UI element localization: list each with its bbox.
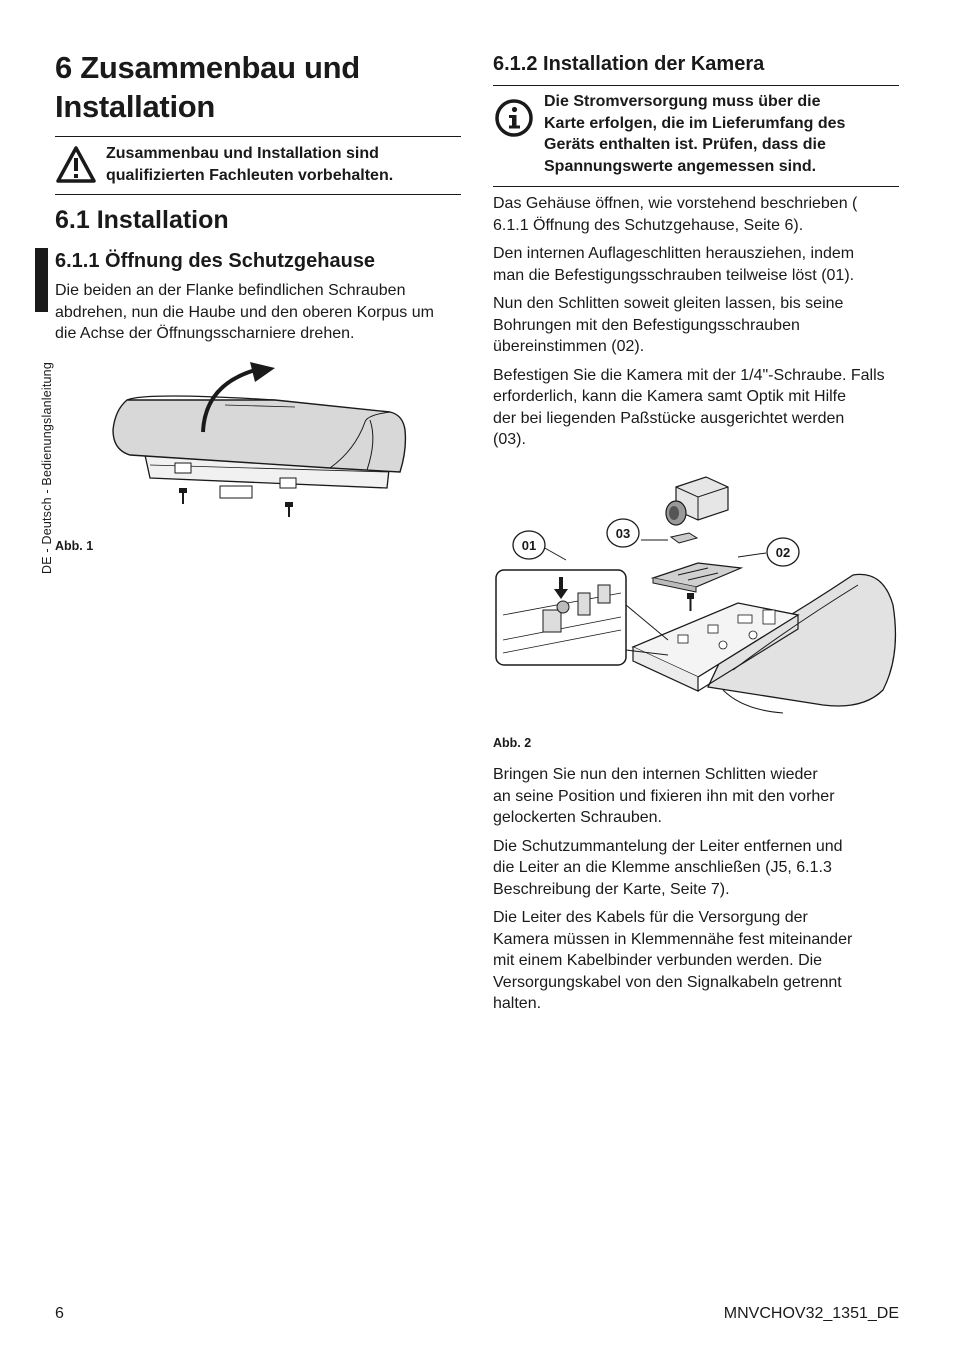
text-line: abdrehen, nun die Haube und den oberen Korpus um: [55, 303, 434, 321]
info-note-text: [544, 91, 845, 177]
text-line: der bei liegenden Paßstücke ausgerichtet werden: [493, 409, 845, 427]
text-line: Versorgungskabel von den Signalkabeln getrennt: [493, 973, 842, 991]
side-label: DE - Deutsch - Bedienungslanleitung: [40, 362, 54, 574]
warning-text: [106, 143, 393, 186]
paragraph: [493, 293, 903, 358]
text-line: Bohrungen mit den Befestigungsschrauben: [493, 316, 800, 334]
text-line: Das Gehäuse öffnen, wie vorstehend beschrieben (: [493, 195, 858, 212]
paragraph: [493, 764, 903, 829]
paragraph: [493, 193, 903, 236]
info-line: Geräts enthalten ist. Prüfen, dass die: [544, 136, 826, 153]
section-6-1-2-text-after: [493, 764, 903, 1022]
callout-01: 01: [521, 538, 537, 553]
text-line: mit einem Kabelbinder verbunden werden. Die: [493, 952, 823, 969]
warning-triangle-icon: [55, 145, 97, 190]
text-line: Bringen Sie nun den internen Schlitten wieder: [493, 766, 818, 783]
callout-02: 02: [775, 545, 791, 560]
document-code: MNVCHOV32_1351_DE: [723, 1305, 899, 1322]
text-line: übereinstimmen (02).: [493, 338, 645, 355]
paragraph: [493, 836, 903, 901]
figure-camera-installation: [493, 465, 903, 735]
text-line: Kamera müssen in Klemmennähe fest miteinander: [493, 930, 853, 948]
figure-caption: Abb. 2: [493, 736, 532, 750]
divider: [55, 136, 461, 137]
paragraph: [493, 365, 903, 451]
callout-03: 03: [615, 526, 631, 541]
subsection-heading: 6.1.2 Installation der Kamera: [493, 53, 765, 75]
paragraph: [493, 907, 903, 1015]
section-6-1-2-text: [493, 193, 903, 458]
text-line: die Leiter an die Klemme anschließen (J5, 6.1.3: [493, 859, 832, 876]
figure-caption: Abb. 1: [55, 539, 94, 553]
info-line: Die Stromversorgung muss über die: [544, 93, 821, 110]
chapter-title-line: 6 Zusammenbau und: [55, 50, 360, 85]
info-line: Karte erfolgen, die im Lieferumfang des: [544, 114, 846, 132]
figure-housing-opening: [105, 360, 415, 525]
text-line: man die Befestigungsschrauben teilweise löst (01).: [493, 266, 855, 284]
text-line: Den internen Auflageschlitten herausziehen, indem: [493, 245, 855, 262]
text-line: Nun den Schlitten soweit gleiten lassen, bis seine: [493, 295, 844, 312]
text-line: gelockerten Schrauben.: [493, 809, 662, 826]
text-line: Beschreibung der Karte, Seite 7).: [493, 880, 730, 898]
subsection-heading: 6.1.1 Öffnung des Schutzgehause: [55, 250, 376, 272]
text-line: halten.: [493, 995, 542, 1012]
text-line: Die Schutzummantelung der Leiter entfernen und: [493, 837, 843, 855]
chapter-title: [55, 48, 360, 126]
text-line: Die beiden an der Flanke befindlichen Schrauben: [55, 282, 406, 299]
warning-line: Zusammenbau und Installation sind: [106, 145, 379, 162]
side-tab-marker: [35, 248, 48, 312]
divider: [493, 186, 899, 187]
divider: [493, 85, 899, 86]
info-line: Spannungswerte angemessen sind.: [544, 157, 817, 175]
info-icon: [494, 98, 534, 143]
text-line: die Achse der Öffnungsscharniere drehen.: [55, 325, 355, 342]
text-line: Die Leiter des Kabels für die Versorgung der: [493, 909, 808, 926]
section-heading: 6.1 Installation: [55, 206, 229, 234]
text-line: 6.1.1 Öffnung des Schutzgehause, Seite 6).: [493, 216, 804, 234]
section-6-1-1-text: [55, 280, 465, 345]
chapter-title-line: Installation: [55, 89, 216, 124]
text-line: Befestigen Sie die Kamera mit der 1/4"-Schraube. Falls: [493, 366, 885, 384]
paragraph: [493, 243, 903, 286]
divider: [55, 194, 461, 195]
text-line: erforderlich, kann die Kamera samt Optik mit Hilfe: [493, 388, 847, 405]
text-line: (03).: [493, 431, 526, 448]
text-line: an seine Position und fixieren ihn mit den vorher: [493, 787, 835, 805]
warning-line: qualifizierten Fachleuten vorbehalten.: [106, 166, 394, 184]
page-number: 6: [55, 1305, 64, 1322]
